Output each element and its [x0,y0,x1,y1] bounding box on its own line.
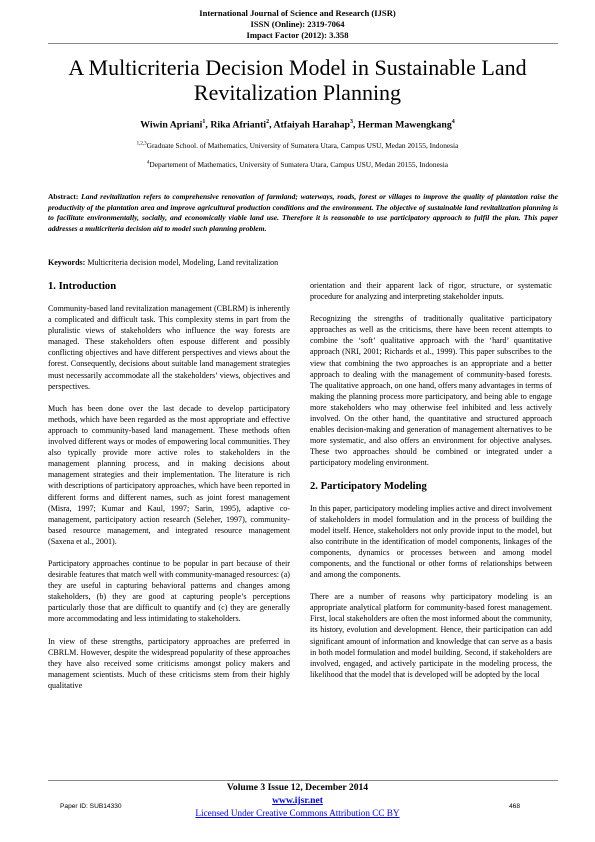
abstract-label: Abstract: [48,192,79,201]
abstract [48,192,558,234]
section-2-heading: 2. Participatory Modeling [310,480,427,492]
journal-impact-factor: Impact Factor (2012): 3.358 [246,30,349,40]
author-1: Wiwin Apriani [140,119,203,131]
section-1-heading: 1. Introduction [48,281,117,292]
author-2: Rika Afrianti [210,119,267,131]
right-column [310,280,552,691]
author-1-sup: 1 [202,119,206,125]
author-4-sup: 4 [451,119,455,125]
author-list: Wiwin Apriani$^1$, Rika Afrianti$^2$, Atfaiyah Harahap$^3$, Herman Mawengkang$^4$ [140,119,455,131]
journal-issn: ISSN (Online): 2319-7064 [250,19,345,29]
paper-title [30,55,565,105]
journal-name: International Journal of Science and Research (IJSR) [199,8,396,18]
footer-license-link[interactable]: Licensed Under Creative Commons Attribution CC BY [195,808,400,818]
title-line-2: Revitalization Planning [193,80,402,105]
modeling-paragraph-1: In this paper, participatory modeling implies active and direct involvement of stakeholders in model formulation and in the process of building the model itself. Hence, stakeholders not only provide input to the model, but also contribute in the identification of model components, linkages of the components, dynamics or processes between and among model components, and the functional or other forms of relationships between and among the components. [310,503,552,580]
affiliation-1-text: Graduate School. of Mathematics, University of Sumatera Utara, Campus USU, Medan 20155, Indonesia [146,141,459,150]
modeling-paragraph-2: There are a number of reasons why participatory modeling is an appropriate analytical platform for community-based forest management. First, local stakeholders are often the most informed about the community, its history, evolution and development. Hence, their participation can add significant amount of information and knowledge that can serve as a basis in both model formulation and model building. Second, if stakeholders are involved, engaged, and actively participate in the modeling process, the likelihood that the model that is developed will be adopted by the local [310,592,552,679]
keywords [48,258,558,267]
abstract-text: Land revitalization refers to comprehensive renovation of farmland; waterways, roads, forest or villages to improve the quality of plantation raise the productivity of the plantation area and improve agricultural production conditions and the environment. The objective of sustainable land revitalization planning is to facilitate environmentally, socially, and economically viable land use. Therefore it is reasonable to use participatory approach to fulfil the plan. This paper addresses a multicriteria decision aid to model such planning problem. [48,192,558,233]
author-2-sup: 2 [266,119,270,125]
footer-site-link[interactable]: www.ijsr.net [272,795,323,806]
intro-paragraph-4: In view of these strengths, participatory approaches are preferred in CBRLM. However, despite the widespread popularity of these approaches they have also received some criticisms amongst policy makers and management scientists. Much of these criticisms stem from their highly qualitative [48,636,290,690]
author-4: Herman Mawengkang [357,119,452,131]
affiliation-2 [0,160,595,169]
footer-paper-id: Paper ID: SUB14330 [60,803,122,810]
intro-paragraph-3: Participatory approaches continue to be popular in part because of their desirable features that match well with community-managed resources: (a) they are useful in capturing behavioral patterns and changes among stakeholders, (b) they are good at capturing people’s perceptions particularly those that are difficult to quantify and (c) they are generally more accommodating and less intimidating to stakeholders. [48,558,290,624]
intro-paragraph-2: Much has been done over the last decade to develop participatory methods, which have been regarded as the most appropriate and effective approach to community-based land management. These methods often involved different ways or modes of empowering local communities. They also typically provide more active roles to stakeholders in the management planning process, and in making decisions about management strategies and their implementation. The literature is rich with descriptions of participatory approaches, which have been reported in different forms and different names, such as joint forest management (Misra, 1997; Kumar and Kaul, 1997; Sarin, 1995), adaptive co-management, participatory action research (Seleher, 1997), community-based resource management, and integrated resource management (Saxena et al., 2001). [48,403,291,546]
footer-page-number: 468 [509,803,521,810]
affiliation-1-sup: 1,2,3 [136,141,147,147]
title-line-1: A Multicriteria Decision Model in Sustainable Land [68,55,527,80]
intro-paragraph-6: Recognizing the strengths of traditionally qualitative participatory approaches as well as the criticisms, there have been recent attempts to combine the ‘soft’ qualitative approach with the ‘hard’ quantitative approach (NRI, 2001; Richards et al., 1999). This paper subscribes to the view that combining the two approaches is an appropriate and a better approach to dealing with the management of community-based forests. The qualitative approach, on one hand, offers many advantages in terms of making the planning process more participatory, and being able to engage more stakeholders who may otherwise feel inhibited and less actively involved. On the other hand, the quantitative and structured approach enables decision-making and generation of management alternatives to be more systematic, and also offers an environment for objective analyses. These two approaches should be combined or integrated under a participatory modeling environment. [310,314,552,468]
left-column [48,280,290,702]
header-rule [48,43,558,44]
keywords-text: Multicriteria decision model, Modeling, Land revitalization [87,258,279,267]
author-3-sup: 3 [349,119,353,125]
intro-paragraph-5: orientation and their apparent lack of rigor, structure, or systematic procedure for analyzing and interpreting stakeholder inputs. [310,281,552,302]
affiliation-2-text: Departement of Mathematics, University of Sumatera Utara, Campus USU, Medan 20155, Indonesia [149,160,449,169]
affiliation-2-sup: 4 [146,160,150,166]
author-3: Atfaiyah Harahap [273,119,350,131]
intro-paragraph-1: Community-based land revitalization management (CBLRM) is inherently a complicated and difficult task. This complexity stems in part from the pluralistic views of stakeholders who influence the way forests are managed. These stakeholders often espouse different and possibly conflicting objectives and have different perspectives and views about the forest. Consequently, decisions about suitable land management strategies must necessarily accommodate all the stakeholders’ views, objectives and perspectives. [48,304,290,391]
keywords-label: Keywords: [48,258,86,267]
affiliation-1 [0,141,595,150]
footer-volume: Volume 3 Issue 12, December 2014 [226,782,369,793]
footer-rule [48,780,558,781]
